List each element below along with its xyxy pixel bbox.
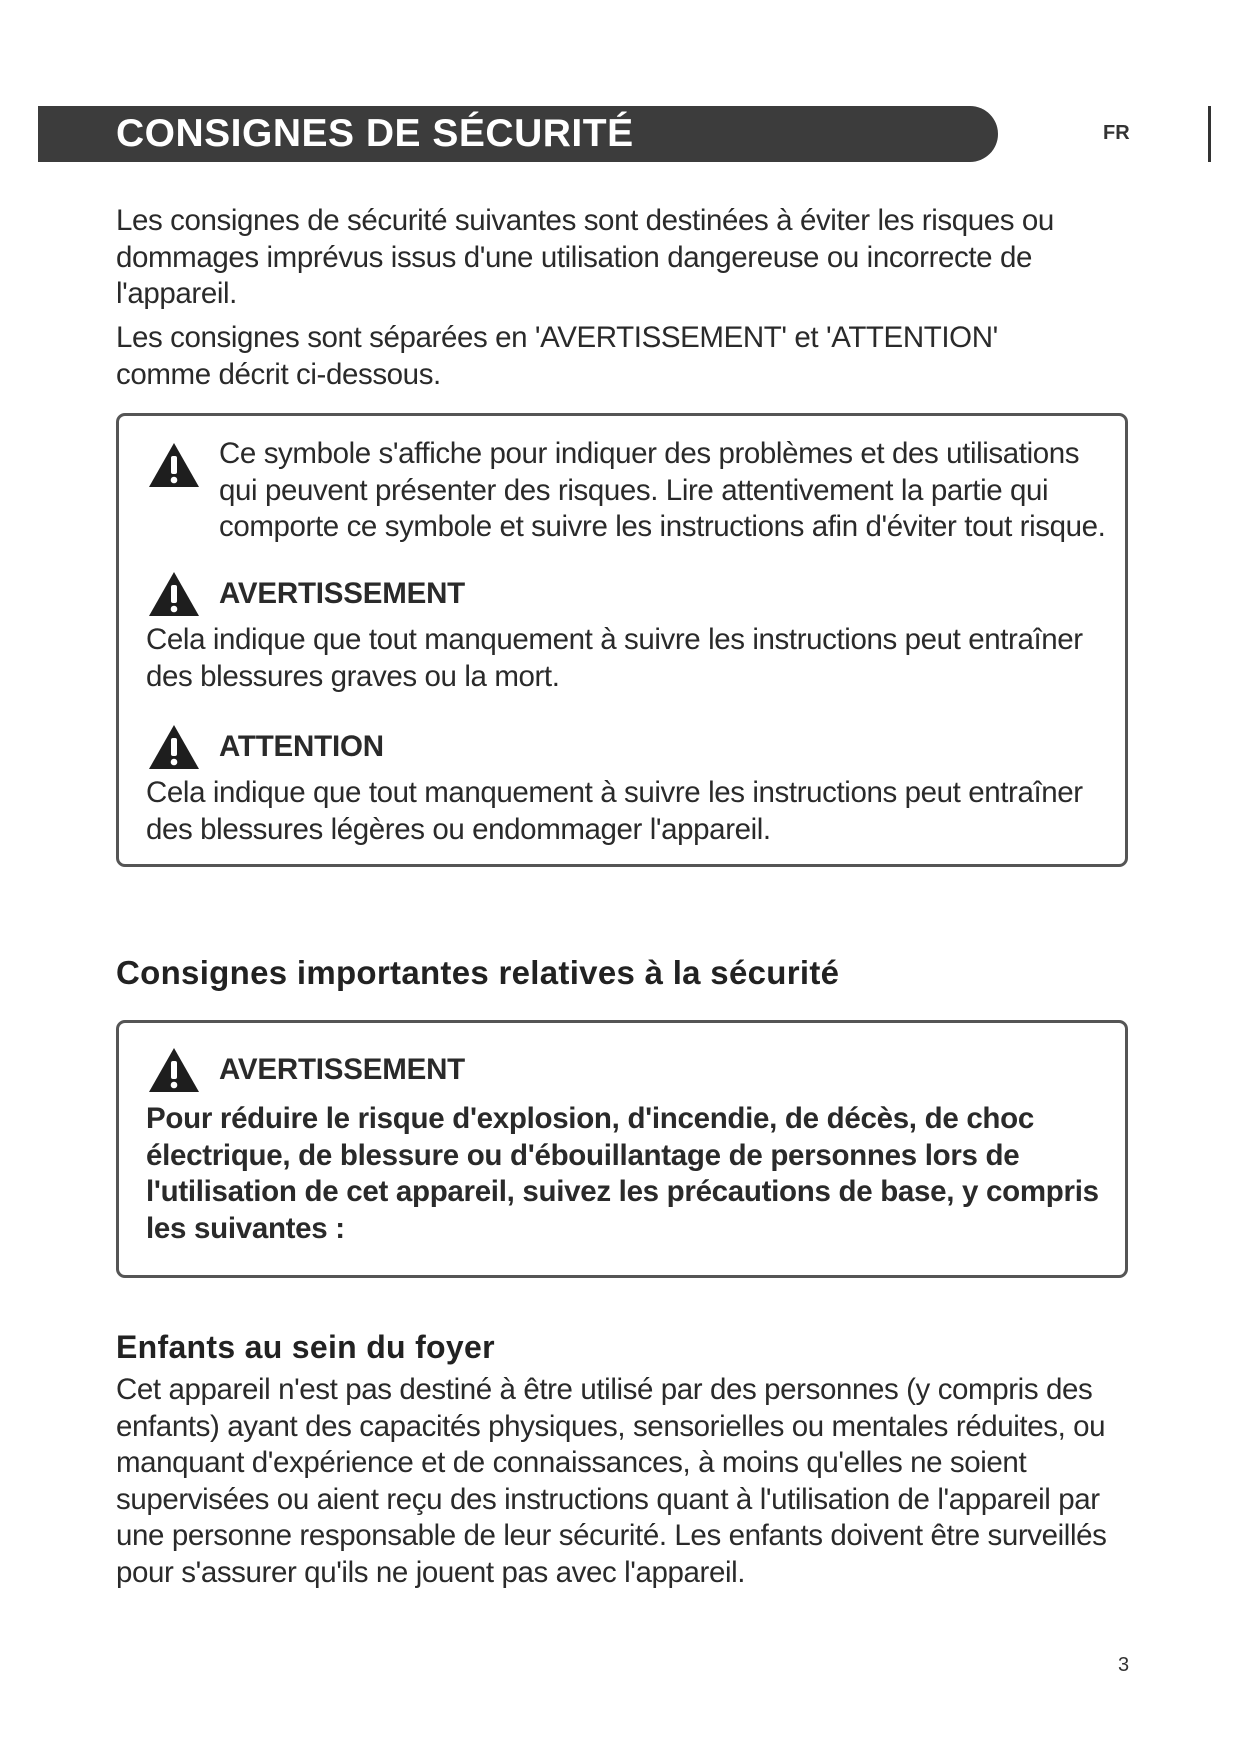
children-paragraph: Cet appareil n'est pas destiné à être utilisé par des personnes (y compris des enfants) ayant des capacités physiques, sensorielles ou mentales réduites, ou manquant d'expérience et de connaissances, à moins qu'elles ne soient supervisées ou aient reçu des instructions quant à l'utilisation de l'appareil par une personne responsable de leur sécurité. Les enfants doivent être surveillés pour s'assurer qu'ils ne jouent pas avec l'appareil. — [116, 1373, 1107, 1589]
header-right-rule — [1208, 106, 1211, 162]
symbols-box — [116, 413, 1128, 867]
page-number: 3 — [1118, 1654, 1130, 1676]
warning-description: Cela indique que tout manquement à suivre les instructions peut entraîner des blessures graves ou la mort. — [146, 623, 1083, 693]
warning-triangle-icon — [147, 570, 201, 618]
warning-triangle-icon — [147, 723, 201, 771]
warning-triangle-icon — [147, 1046, 201, 1094]
language-tag: FR — [1103, 122, 1130, 144]
warning-label: AVERTISSEMENT — [219, 1053, 465, 1086]
children-heading: Enfants au sein du foyer — [116, 1329, 495, 1365]
important-warning-text: Pour réduire le risque d'explosion, d'incendie, de décès, de choc électrique, de blessure ou d'ébouillantage de personnes lors de l'utilisation de cet appareil, suivez les précautions de base, y compris les suivantes : — [146, 1102, 1099, 1245]
warning-label: AVERTISSEMENT — [219, 577, 465, 610]
caution-label: ATTENTION — [219, 730, 384, 763]
important-safety-heading: Consignes importantes relatives à la sécurité — [116, 954, 840, 991]
symbol-explanation-text: Ce symbole s'affiche pour indiquer des problèmes et des utilisations qui peuvent présenter des risques. Lire attentivement la partie qui comporte ce symbole et suivre les instructions afin d'éviter tout risque. — [219, 437, 1106, 543]
intro-paragraph-2: Les consignes sont séparées en 'AVERTISSEMENT' et 'ATTENTION' comme décrit ci-dessous. — [116, 321, 998, 391]
page-title: CONSIGNES DE SÉCURITÉ — [116, 112, 634, 155]
caution-description: Cela indique que tout manquement à suivre les instructions peut entraîner des blessures légères ou endommager l'appareil. — [146, 776, 1083, 846]
intro-paragraph-1: Les consignes de sécurité suivantes sont destinées à éviter les risques ou dommages imprévus issus d'une utilisation dangereuse ou incorrecte de l'appareil. — [116, 204, 1054, 310]
important-warning-box — [116, 1020, 1128, 1278]
warning-triangle-icon — [147, 441, 201, 489]
